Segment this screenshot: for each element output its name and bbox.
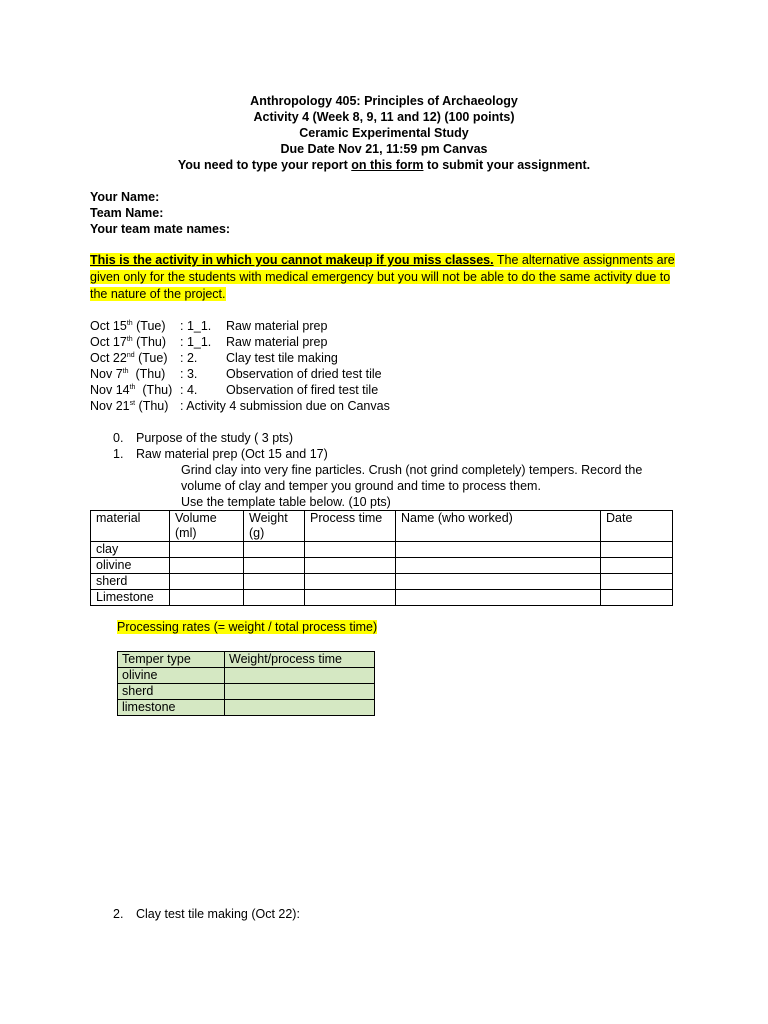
processing-rates-table xyxy=(117,651,375,716)
notice-line2-text: given only for the students with medical emergency but you will not be able to do the same activity due to xyxy=(90,270,671,284)
table-header-cell: material xyxy=(91,511,170,542)
schedule-day: Oct 17 xyxy=(90,335,127,349)
schedule-sup: th xyxy=(122,367,129,375)
table-cell: clay xyxy=(91,542,170,558)
table-header-cell: Process time xyxy=(305,511,396,542)
table-cell: sherd xyxy=(118,684,225,700)
table-header-cell: Weight (g) xyxy=(244,511,305,542)
item-2-text: Clay test tile making (Oct 22): xyxy=(136,907,300,921)
table-cell[interactable] xyxy=(244,558,305,574)
table-cell: Limestone xyxy=(91,590,170,606)
activity-title: Activity 4 (Week 8, 9, 11 and 12) (100 points) xyxy=(253,110,515,124)
table-row xyxy=(91,574,673,590)
item-1-text: Raw material prep (Oct 15 and 17) xyxy=(136,447,328,461)
schedule-sup: th xyxy=(129,383,136,391)
table-cell[interactable] xyxy=(396,574,601,590)
table-cell: olivine xyxy=(118,668,225,684)
table-cell[interactable] xyxy=(305,542,396,558)
instruction-pre: You need to type your report xyxy=(177,158,352,172)
table-row xyxy=(91,558,673,574)
item-2-number: 2. xyxy=(113,907,124,921)
schedule-task: Observation of dried test tile xyxy=(226,367,382,381)
item-0-text: Purpose of the study ( 3 pts) xyxy=(136,431,294,445)
table-cell[interactable] xyxy=(601,574,673,590)
item-1-desc-2: volume of clay and temper you ground and time to process them. xyxy=(181,479,541,493)
table-cell[interactable] xyxy=(225,668,375,684)
table-header-cell: Name (who worked) xyxy=(396,511,601,542)
table-cell[interactable] xyxy=(396,542,601,558)
table-cell: sherd xyxy=(91,574,170,590)
table-row xyxy=(118,700,375,716)
notice-line-1 xyxy=(90,252,675,269)
table-cell[interactable] xyxy=(601,558,673,574)
processing-rates-text: Processing rates (= weight / total process time) xyxy=(117,620,378,634)
notice-line3-text: the nature of the project. xyxy=(90,287,226,301)
team-name-label: Team Name: xyxy=(90,206,164,220)
schedule-sup: th xyxy=(126,319,133,327)
schedule-num: : 1_1. xyxy=(180,335,212,349)
team-mates-label: Your team mate names: xyxy=(90,222,231,236)
schedule-sup: st xyxy=(129,399,136,407)
study-title: Ceramic Experimental Study xyxy=(299,126,469,140)
table-header-cell: Volume (ml) xyxy=(170,511,244,542)
schedule-task: Raw material prep xyxy=(226,335,328,349)
schedule-dow: (Thu) xyxy=(135,383,173,397)
table-row xyxy=(91,542,673,558)
notice-bold: This is the activity in which you cannot makeup if you miss classes. xyxy=(90,253,494,267)
table-cell[interactable] xyxy=(170,558,244,574)
schedule-day: Oct 22 xyxy=(90,351,127,365)
schedule-task: Clay test tile making xyxy=(226,351,338,365)
schedule-sup: nd xyxy=(126,351,135,359)
schedule-day: Nov 21 xyxy=(90,399,130,413)
schedule-dow: (Thu) xyxy=(135,399,169,413)
schedule-task: Raw material prep xyxy=(226,319,328,333)
table-row xyxy=(91,590,673,606)
table-cell[interactable] xyxy=(225,684,375,700)
table-header-cell: Date xyxy=(601,511,673,542)
instruction-underlined: on this form xyxy=(351,158,424,172)
table-cell[interactable] xyxy=(244,590,305,606)
table-cell[interactable] xyxy=(305,558,396,574)
schedule-dow: (Thu) xyxy=(132,335,167,349)
instruction xyxy=(0,157,768,173)
schedule-day: Nov 7 xyxy=(90,367,123,381)
item-1-desc-3: Use the template table below. (10 pts) xyxy=(181,495,391,509)
schedule-dow: (Tue) xyxy=(134,351,168,365)
course-title: Anthropology 405: Principles of Archaeology xyxy=(250,94,518,108)
table-header-cell: Weight/process time xyxy=(225,652,375,668)
schedule-num: : 3. xyxy=(180,367,198,381)
table-cell[interactable] xyxy=(305,574,396,590)
table-row xyxy=(118,684,375,700)
schedule-task: Observation of fired test tile xyxy=(226,383,379,397)
schedule-num: : 1_1. xyxy=(180,319,212,333)
item-1-desc-1: Grind clay into very fine particles. Crush (not grind completely) tempers. Record the xyxy=(181,463,643,477)
schedule-date xyxy=(90,318,166,335)
table-cell: limestone xyxy=(118,700,225,716)
table-cell[interactable] xyxy=(601,590,673,606)
schedule-num: : 2. xyxy=(180,351,198,365)
table-cell[interactable] xyxy=(170,574,244,590)
table-cell[interactable] xyxy=(396,590,601,606)
notice-line-2 xyxy=(90,269,670,286)
schedule-num: : Activity 4 submission due on Canvas xyxy=(180,399,390,413)
schedule-date xyxy=(90,334,166,351)
schedule-date xyxy=(90,398,168,415)
schedule-date xyxy=(90,382,172,399)
schedule-sup: th xyxy=(126,335,133,343)
table-header-row xyxy=(91,511,673,542)
schedule-num: : 4. xyxy=(180,383,198,397)
table-header-row xyxy=(118,652,375,668)
notice-line1-rest: The alternative assignments are xyxy=(493,253,675,267)
table-cell[interactable] xyxy=(244,574,305,590)
raw-material-table xyxy=(90,510,673,606)
schedule-dow: (Tue) xyxy=(132,319,166,333)
table-cell: olivine xyxy=(91,558,170,574)
schedule-day: Oct 15 xyxy=(90,319,127,333)
schedule-date xyxy=(90,366,165,383)
table-cell[interactable] xyxy=(396,558,601,574)
due-date: Due Date Nov 21, 11:59 pm Canvas xyxy=(280,142,488,156)
table-cell[interactable] xyxy=(601,542,673,558)
table-header-cell: Temper type xyxy=(118,652,225,668)
table-cell[interactable] xyxy=(225,700,375,716)
table-cell[interactable] xyxy=(170,542,244,558)
schedule-day: Nov 14 xyxy=(90,383,130,397)
schedule-dow: (Thu) xyxy=(128,367,166,381)
item-0-number: 0. xyxy=(113,431,124,445)
table-cell[interactable] xyxy=(305,590,396,606)
notice-line-3 xyxy=(90,286,226,303)
table-row xyxy=(118,668,375,684)
item-1-number: 1. xyxy=(113,447,124,461)
instruction-post: to submit your assignment. xyxy=(423,158,591,172)
table-cell[interactable] xyxy=(244,542,305,558)
processing-rates-label xyxy=(117,619,377,636)
table-cell[interactable] xyxy=(170,590,244,606)
your-name-label: Your Name: xyxy=(90,190,160,204)
schedule-date xyxy=(90,350,168,367)
